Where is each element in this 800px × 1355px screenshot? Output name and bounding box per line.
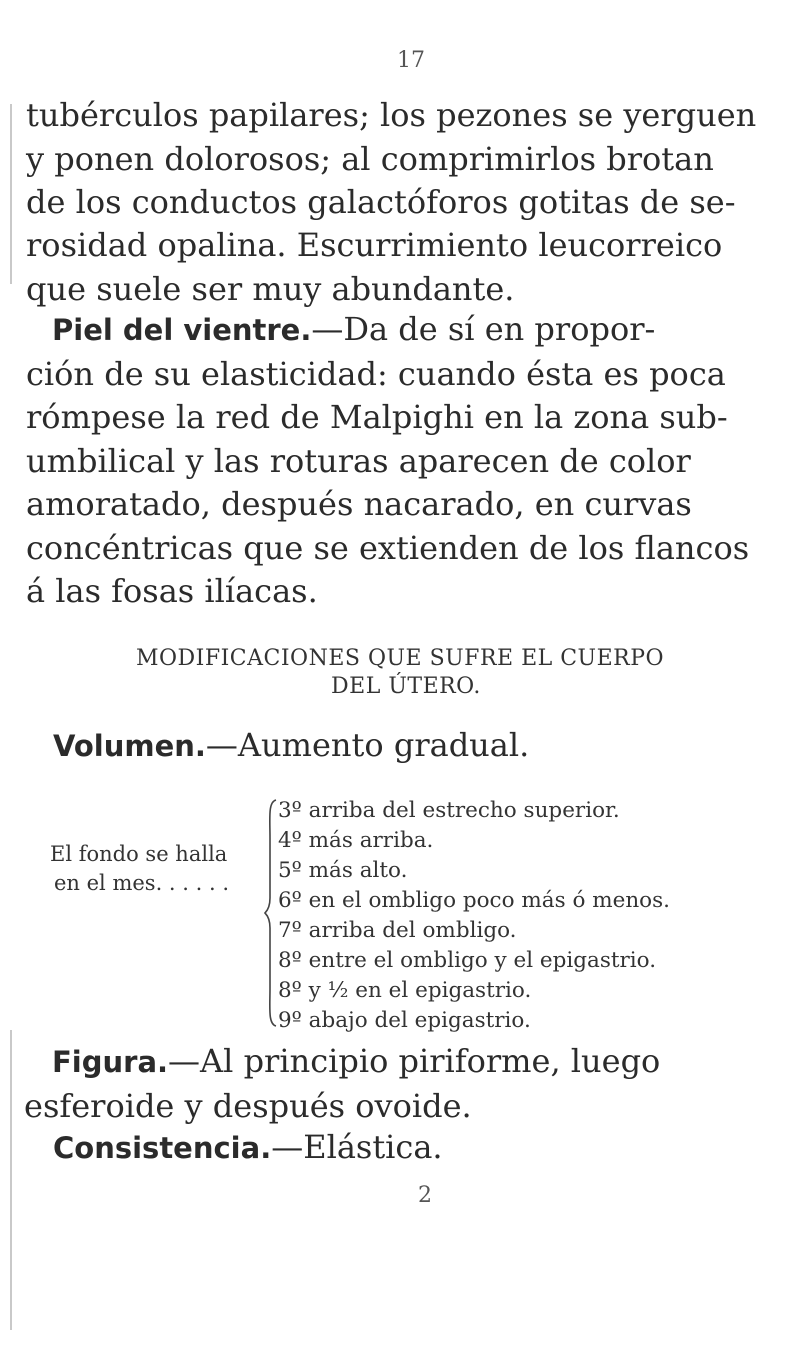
section-title [0,645,800,701]
table-row: 8º y ½ en el epigastrio. [278,978,532,1003]
table-row: 9º abajo del epigastrio. [278,1008,531,1033]
text-line: tubérculos papilares; los pezones se yerguen [26,96,757,134]
left-margin-mark [10,1030,12,1330]
table-row: 5º más alto. [278,858,408,883]
table-label [50,840,229,898]
text-line: umbilical y las roturas aparecen de color [26,441,691,480]
table-row: 3º arriba del estrecho superior. [278,798,620,823]
text-line: y ponen dolorosos; al comprimirlos brotan [26,139,714,178]
table-row: 8º entre el ombligo y el epigastrio. [278,948,657,973]
text-line: ción de su elasticidad: cuando ésta es poca [26,354,726,393]
text-line: á las fosas ilíacas. [26,572,318,610]
text-line: que suele ser muy abundante. [26,269,515,308]
left-margin-mark [10,104,12,284]
page-number: 17 [397,48,425,73]
section-title-line: DEL ÚTERO. [331,674,481,699]
text-line: concéntricas que se extienden de los flancos [26,528,750,567]
text-run: —Da de sí en propor- [311,310,656,348]
paragraph-tuberculos-rest [26,224,731,311]
table-row: 6º en el ombligo poco más ó menos. [278,888,670,913]
paragraph-volumen [53,726,529,764]
text-line: esferoide y después ovoide. [24,1086,472,1125]
section-title-line: MODIFICACIONES QUE SUFRE EL CUERPO [135,646,665,671]
paragraph-tuberculos [26,94,757,225]
text-run: —Elástica. [271,1128,443,1166]
paragraph-figura [24,1040,752,1128]
run-in-heading: Consistencia. [53,1131,272,1165]
paragraph-piel-del-vientre [26,308,750,614]
text-line [52,1040,752,1085]
brace-icon [264,798,278,1028]
paragraph-consistencia [53,1128,443,1166]
text-line: de los conductos galactóforos gotitas de se- [26,183,736,221]
text-line: rómpese la red de Malpighi en la zona sub- [26,398,728,436]
text-line: rosidad opalina. Escurrimiento leucorreico [26,226,723,264]
run-in-heading: Piel del vientre. [52,313,312,347]
table-label-line: en el mes. . . . . . [54,871,229,895]
table-row: 4º más arriba. [278,828,434,853]
text-line: amoratado, después nacarado, en curvas [26,485,692,523]
run-in-heading: Figura. [52,1045,169,1079]
run-in-heading: Volumen. [53,729,206,763]
signature-mark: 2 [418,1183,432,1208]
text-line [26,308,731,353]
text-run: —Aumento gradual. [205,726,530,764]
uterus-height-table [278,796,670,1036]
table-label-line: El fondo se halla [50,842,228,866]
table-row: 7º arriba del ombligo. [278,918,517,943]
text-run: —Al principio piriforme, luego [168,1042,661,1080]
